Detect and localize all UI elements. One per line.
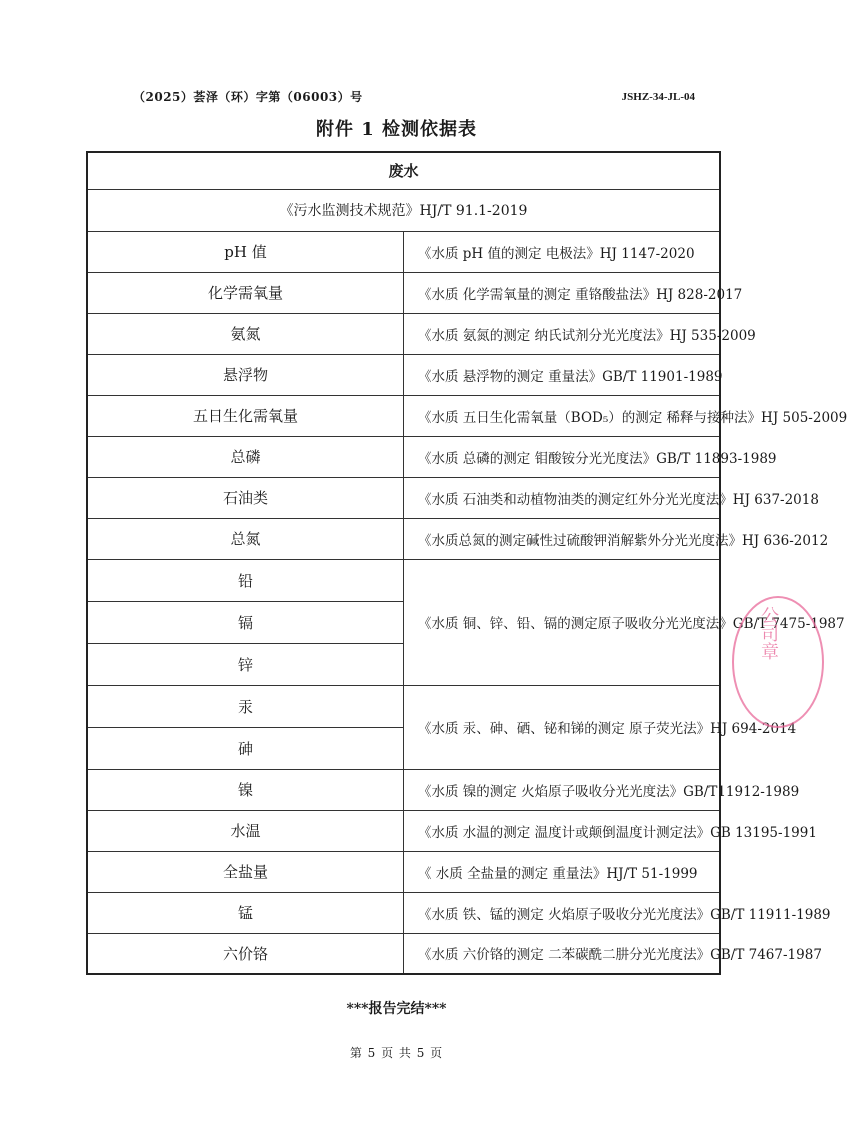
general-standard: 《污水监测技术规范》HJ/T 91.1-2019 <box>87 189 720 231</box>
method-cell: 《水质总氮的测定碱性过硫酸钾消解紫外分光光度法》HJ 636-2012 <box>404 518 721 559</box>
table-row <box>87 933 720 974</box>
method-cell: 《水质 化学需氧量的测定 重铬酸盐法》HJ 828-2017 <box>404 272 721 313</box>
parameter-cell: 汞 <box>87 685 404 727</box>
seal-lettering: 公司章 <box>758 606 779 660</box>
table-row <box>87 685 720 727</box>
parameter-cell: 五日生化需氧量 <box>87 395 404 436</box>
parameter-cell: 石油类 <box>87 477 404 518</box>
method-cell: 《水质 石油类和动植物油类的测定红外分光光度法》HJ 637-2018 <box>404 477 721 518</box>
parameter-cell: 化学需氧量 <box>87 272 404 313</box>
parameter-cell: 水温 <box>87 810 404 851</box>
table-row <box>87 892 720 933</box>
table-row <box>87 354 720 395</box>
table-row <box>87 272 720 313</box>
table-row <box>87 231 720 272</box>
parameter-cell: 锌 <box>87 643 404 685</box>
parameter-cell: 砷 <box>87 727 404 769</box>
parameter-cell: pH 值 <box>87 231 404 272</box>
parameter-cell: 镉 <box>87 601 404 643</box>
parameter-cell: 镍 <box>87 769 404 810</box>
form-code: JSHZ-34-JL-04 <box>621 91 695 103</box>
method-cell: 《水质 悬浮物的测定 重量法》GB/T 11901-1989 <box>404 354 721 395</box>
parameter-cell: 总氮 <box>87 518 404 559</box>
section-header: 废水 <box>87 152 720 189</box>
method-cell: 《水质 铜、锌、铅、镉的测定原子吸收分光光度法》GB/T 7475-1987 <box>404 559 721 685</box>
method-cell: 《水质 铁、锰的测定 火焰原子吸收分光光度法》GB/T 11911-1989 <box>404 892 721 933</box>
page-number: 第 5 页 共 5 页 <box>349 1046 444 1060</box>
method-cell: 《水质 水温的测定 温度计或颠倒温度计测定法》GB 13195-1991 <box>404 810 721 851</box>
table-row <box>87 810 720 851</box>
table-row <box>87 769 720 810</box>
parameter-cell: 氨氮 <box>87 313 404 354</box>
table-row <box>87 313 720 354</box>
method-cell: 《水质 六价铬的测定 二苯碳酰二肼分光光度法》GB/T 7467-1987 <box>404 933 721 974</box>
method-cell: 《水质 氨氮的测定 纳氏试剂分光光度法》HJ 535-2009 <box>404 313 721 354</box>
method-cell: 《水质 pH 值的测定 电极法》HJ 1147-2020 <box>404 231 721 272</box>
parameter-cell: 悬浮物 <box>87 354 404 395</box>
section-header-row <box>87 152 720 189</box>
parameter-cell: 六价铬 <box>87 933 404 974</box>
method-cell: 《水质 五日生化需氧量（BOD₅）的测定 稀释与接种法》HJ 505-2009 <box>404 395 721 436</box>
parameter-cell: 全盐量 <box>87 851 404 892</box>
report-end-note: ***报告完结*** <box>346 1001 447 1017</box>
parameter-cell: 锰 <box>87 892 404 933</box>
parameter-cell: 铅 <box>87 559 404 601</box>
table-row <box>87 477 720 518</box>
method-cell: 《水质 汞、砷、硒、铋和锑的测定 原子荧光法》HJ 694-2014 <box>404 685 721 769</box>
table-row <box>87 559 720 601</box>
report-number: （2025）荟泽（环）字第（06003）号 <box>133 90 363 104</box>
table-row <box>87 518 720 559</box>
method-cell: 《水质 镍的测定 火焰原子吸收分光光度法》GB/T11912-1989 <box>404 769 721 810</box>
document-title: 附件 1 检测依据表 <box>315 119 478 140</box>
method-cell: 《水质 总磷的测定 钼酸铵分光光度法》GB/T 11893-1989 <box>404 436 721 477</box>
parameter-cell: 总磷 <box>87 436 404 477</box>
method-cell: 《 水质 全盐量的测定 重量法》HJ/T 51-1999 <box>404 851 721 892</box>
general-standard-row <box>87 189 720 231</box>
table-row <box>87 436 720 477</box>
table-row <box>87 395 720 436</box>
table-row <box>87 851 720 892</box>
